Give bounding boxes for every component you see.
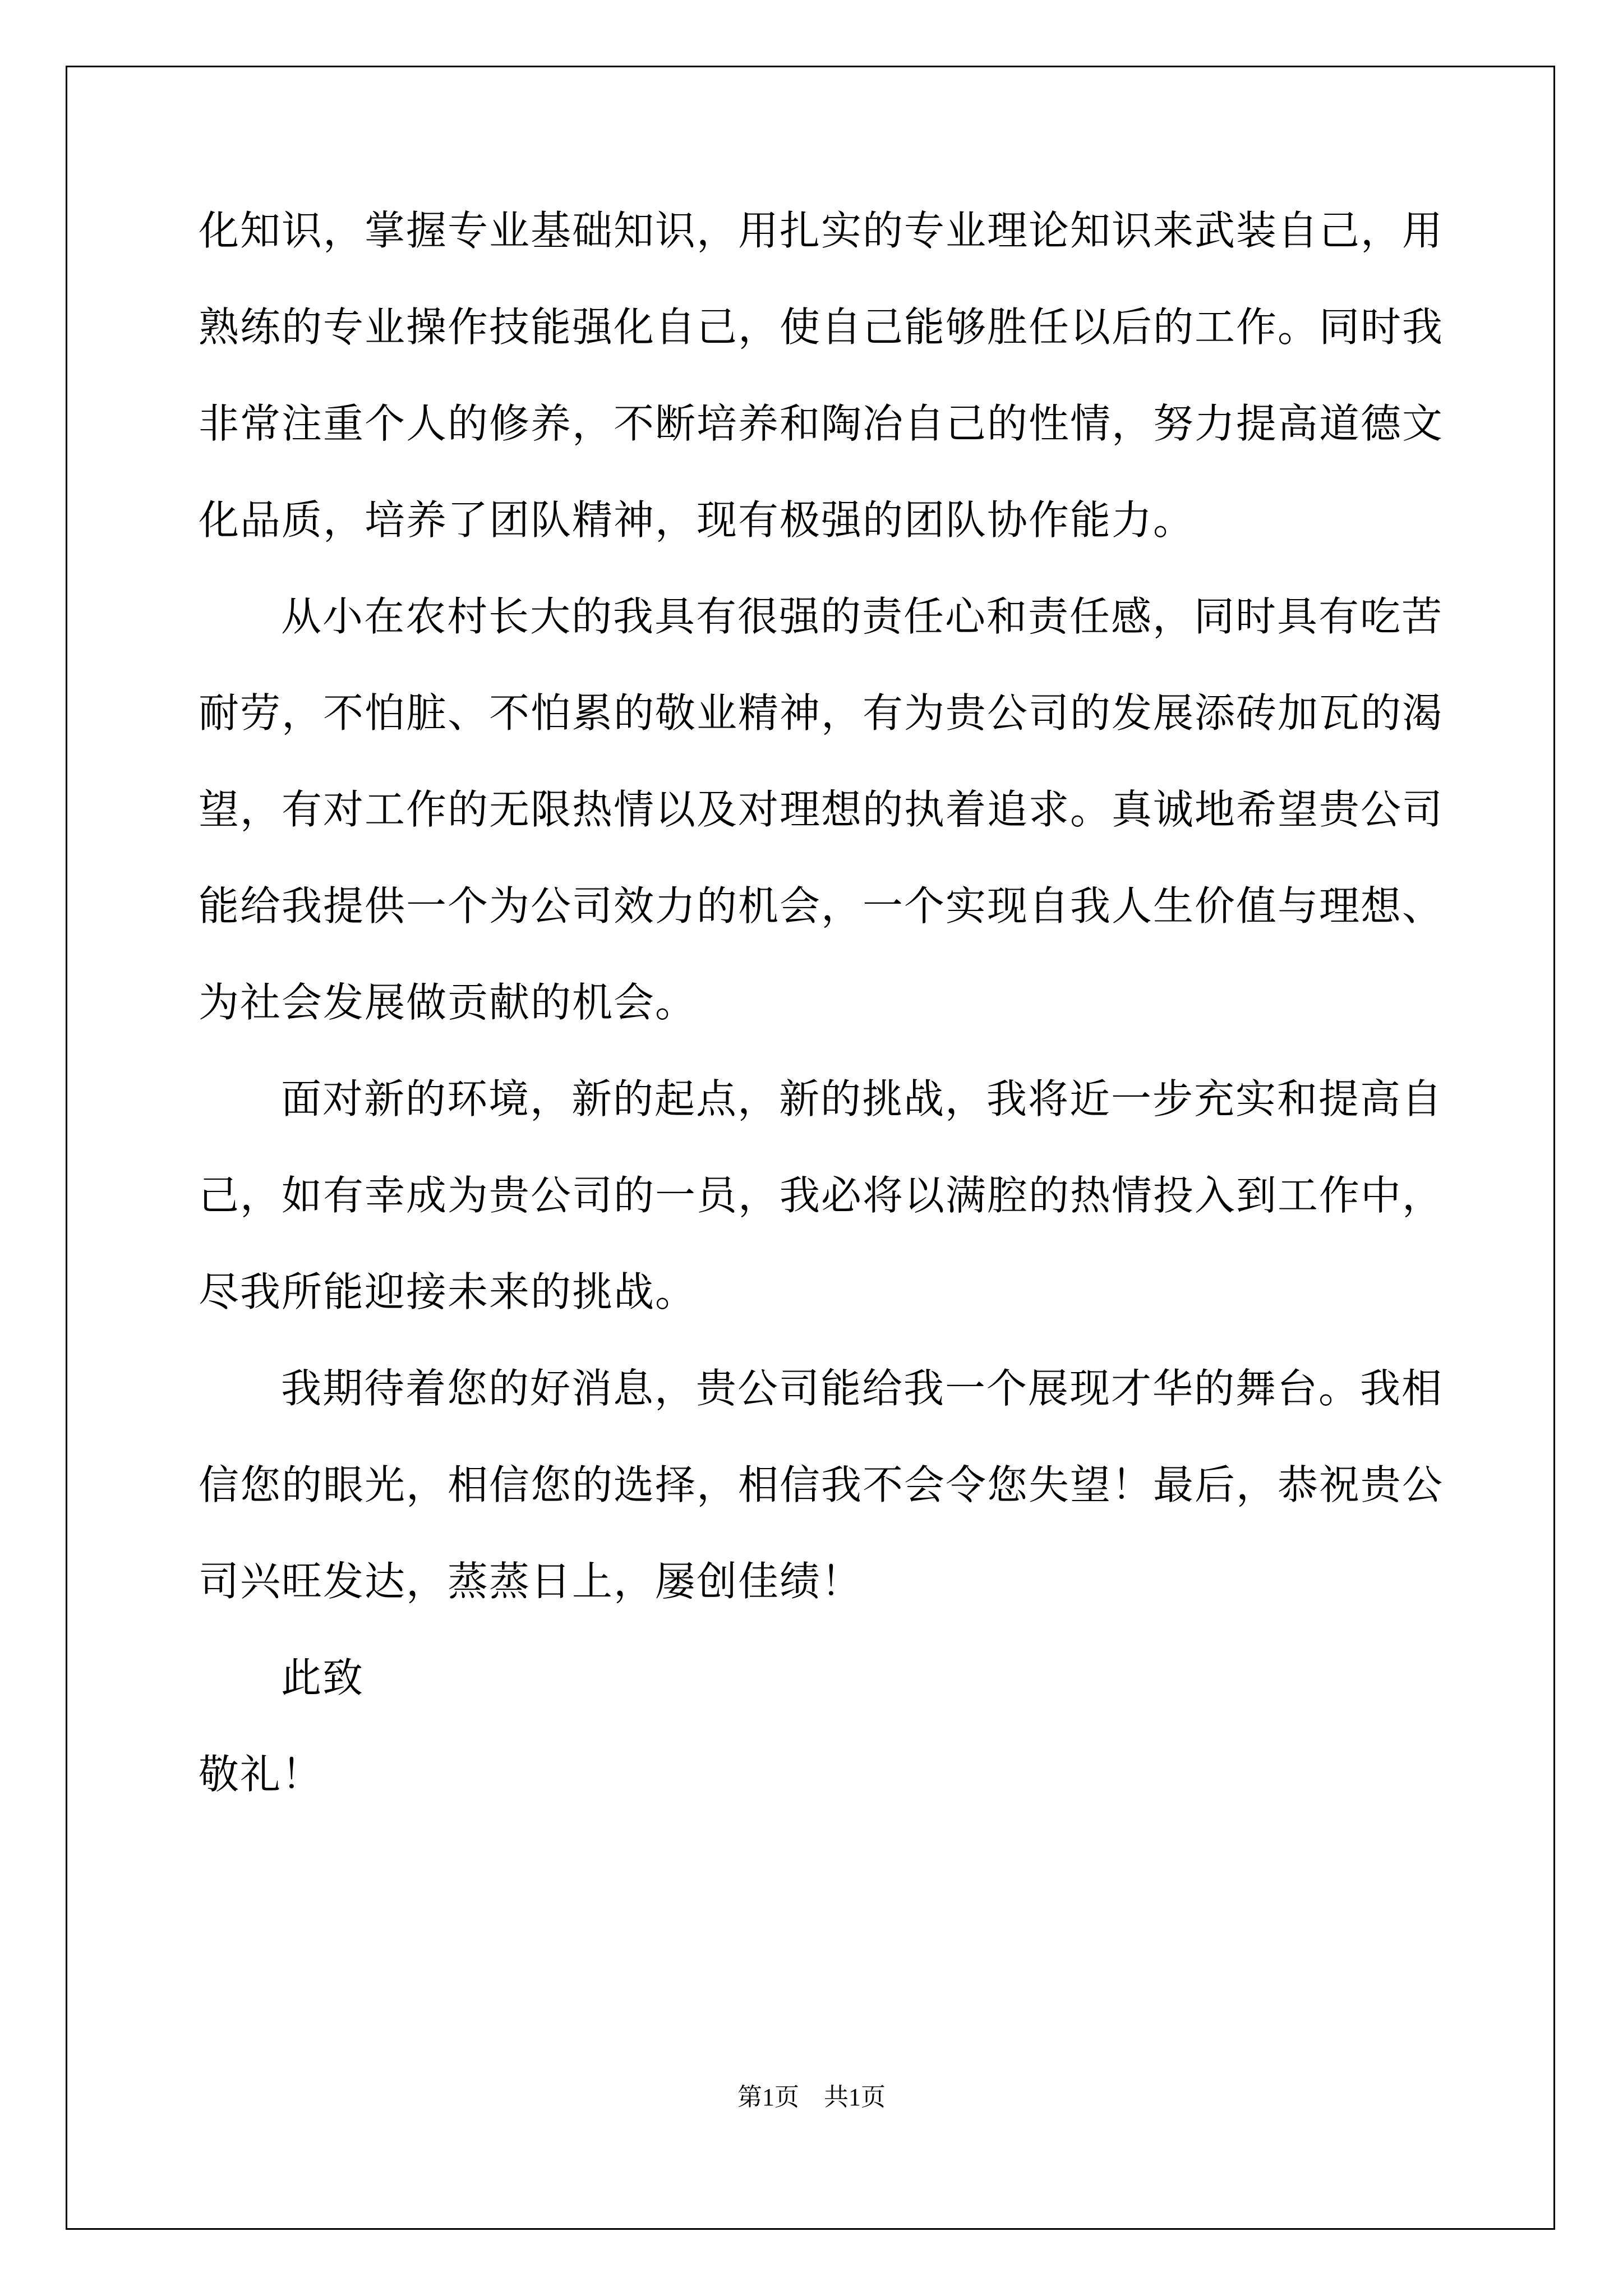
paragraph-line: 非常注重个人的修养，不断培养和陶冶自己的性情，努力提高道德文 (199, 400, 1444, 447)
paragraph-line: 信您的眼光，相信您的选择，相信我不会令您失望！最后，恭祝贵公 (199, 1461, 1444, 1508)
letter-body (199, 207, 1444, 1851)
paragraph-line: 司兴旺发达，蒸蒸日上，屡创佳绩！ (199, 1558, 863, 1605)
paragraph-line: 化品质，培养了团队精神，现有极强的团队协作能力。 (199, 496, 1195, 544)
paragraph-line: 化知识，掌握专业基础知识，用扎实的专业理论知识来武装自己，用 (199, 207, 1444, 254)
paragraph-line: 尽我所能迎接未来的挑战。 (199, 1268, 697, 1315)
paragraph-line: 能给我提供一个为公司效力的机会，一个实现自我人生价值与理想、 (199, 882, 1444, 930)
page-number: 第1页 (737, 2083, 799, 2111)
paragraph-line: 己，如有幸成为贵公司的一员，我必将以满腔的热情投入到工作中， (199, 1172, 1444, 1219)
paragraph-line: 我期待着您的好消息，贵公司能给我一个展现才华的舞台。我相 (281, 1365, 1444, 1412)
closing-regards: 敬礼！ (199, 1751, 324, 1798)
page-footer (0, 2083, 1623, 2111)
paragraph-line: 望，有对工作的无限热情以及对理想的执着追求。真诚地希望贵公司 (199, 786, 1444, 833)
paragraph-line: 为社会发展做贡献的机会。 (199, 979, 697, 1026)
page-total: 共1页 (824, 2083, 886, 2111)
closing-salutation: 此致 (281, 1654, 365, 1701)
paragraph-line: 熟练的专业操作技能强化自己，使自己能够胜任以后的工作。同时我 (199, 303, 1444, 351)
paragraph-line: 耐劳，不怕脏、不怕累的敬业精神，有为贵公司的发展添砖加瓦的渴 (199, 689, 1444, 737)
paragraph-line: 面对新的环境，新的起点，新的挑战，我将近一步充实和提高自 (281, 1075, 1444, 1122)
paragraph-line: 从小在农村长大的我具有很强的责任心和责任感，同时具有吃苦 (281, 593, 1444, 640)
